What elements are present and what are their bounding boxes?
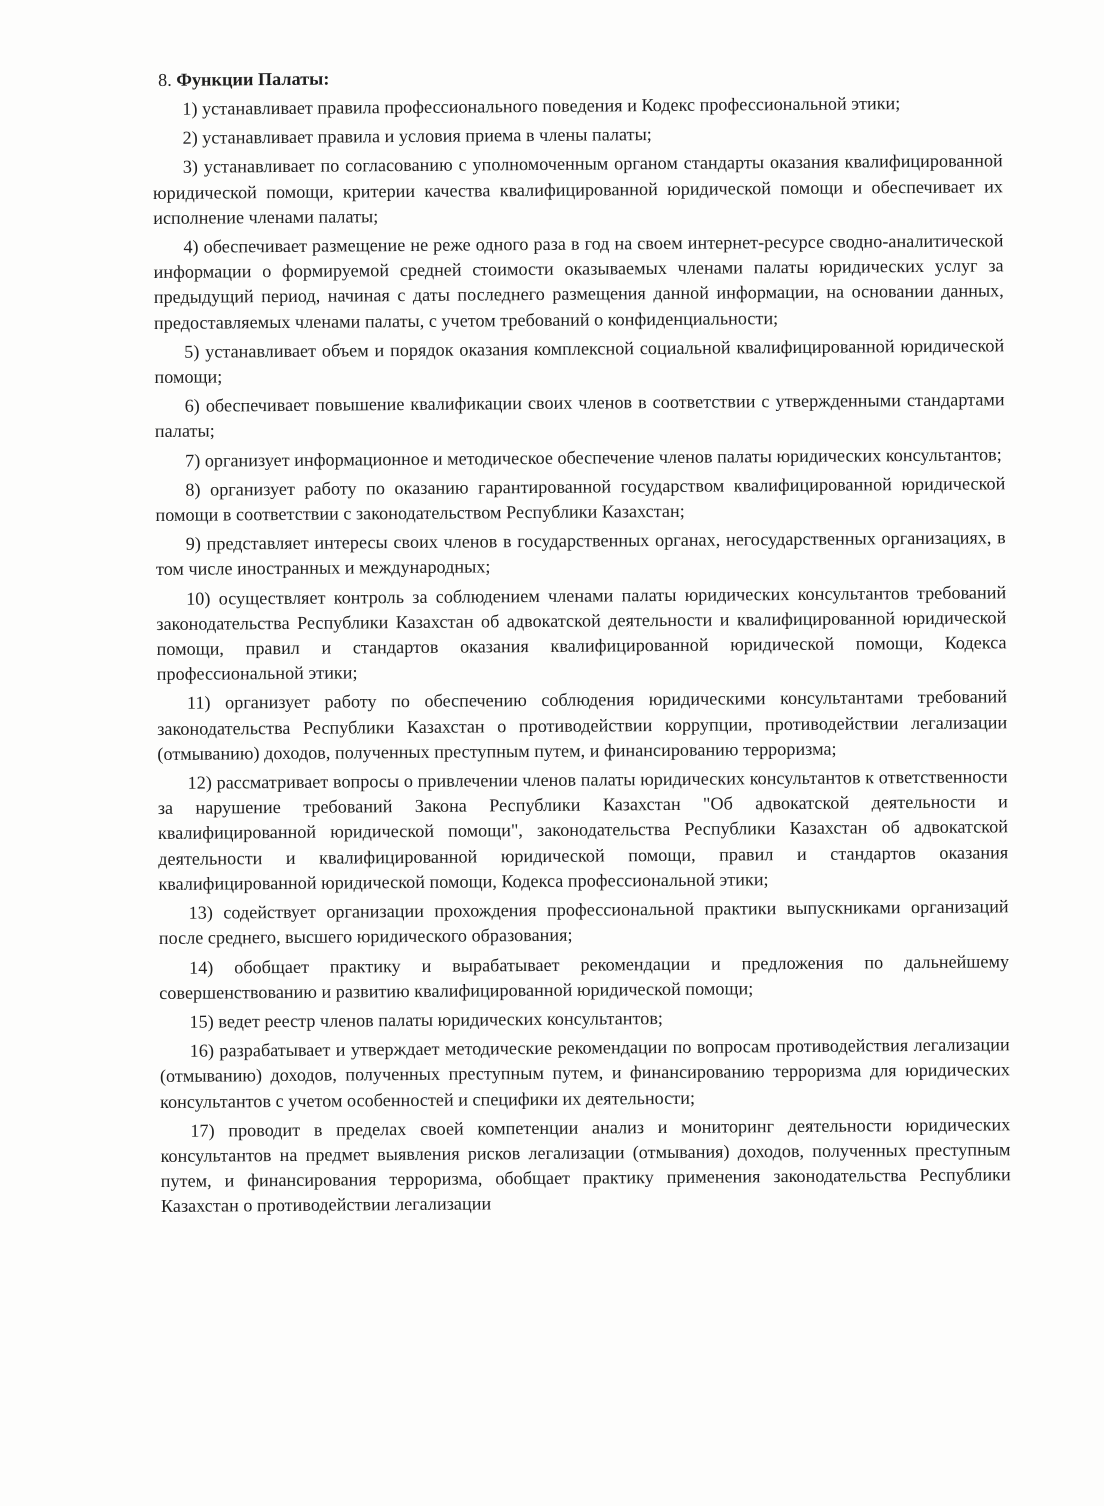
item-number: 13) <box>188 902 213 923</box>
item-text: ведет реестр членов палаты юридических консультантов; <box>218 1007 664 1032</box>
item-text: организует работу по оказанию гарантированной государством квалифицированной юридической помощи в соответствии с законодательством Республики Казахстан; <box>155 473 1006 526</box>
section-number: 8. <box>158 69 172 90</box>
function-item <box>160 1032 1011 1114</box>
function-item <box>158 764 1009 897</box>
function-item <box>159 949 1009 1006</box>
item-text: организует работу по обеспечению соблюдения юридическими консультантами требований законодательства Республики Казахстан о противодействии коррупции, противодействии легализации (отмыванию) доходов, полученных преступным путем, и финансированию терроризма; <box>157 686 1008 764</box>
item-number: 10) <box>186 588 211 609</box>
item-number: 15) <box>189 1011 214 1032</box>
item-text: устанавливает по согласованию с уполномоченным органом стандарты оказания квалифицированной юридической помощи, критерии качества квалифицированной юридической помощи и обеспечивает их исполнение членами палаты; <box>152 150 1004 228</box>
item-number: 17) <box>190 1120 215 1141</box>
document-body <box>152 61 1011 1223</box>
item-number: 6) <box>184 395 200 416</box>
item-number: 4) <box>183 236 199 257</box>
item-text: разрабатывает и утверждает методические рекомендации по вопросам противодействия легализации (отмыванию) доходов, полученных преступным путем, и финансированию терроризма для юридических консультантов с учетом особенностей и специфики их деятельности; <box>159 1034 1010 1112</box>
section-title: Функции Палаты: <box>176 68 330 90</box>
item-number: 7) <box>185 450 201 471</box>
item-text: обеспечивает размещение не реже одного раза в год на своем интернет-ресурсе сводно-аналитической информации о формируемой средней стоимости оказываемых членами палаты юридических услуг за предыдущий период, начиная с даты последнего размещения данной информации, на основании данных, предоставляемых членами палаты, с учетом требований о конфиденциальности; <box>153 230 1004 333</box>
function-list <box>152 90 1011 1219</box>
item-text: организует информационное и методическое обеспечение членов палаты юридических консультантов; <box>204 443 1002 471</box>
item-text: обеспечивает повышение квалификации своих членов в соответствии с утвержденными стандартами палаты; <box>154 389 1005 442</box>
item-number: 11) <box>186 693 211 714</box>
item-number: 14) <box>188 957 214 978</box>
item-text: устанавливает правила профессионального поведения и Кодекс профессиональной этики; <box>201 93 901 119</box>
item-number: 1) <box>182 98 198 119</box>
item-number: 3) <box>182 157 199 178</box>
function-item <box>157 685 1008 767</box>
function-item <box>156 526 1006 583</box>
function-item <box>159 1003 1009 1035</box>
function-item <box>153 228 1004 335</box>
item-text: проводит в пределах своей компетенции анализ и мониторинг деятельности юридических консультантов на предмет выявления рисков легализации (отмывания) доходов, полученных преступным путем, и финансирования терроризма, обобщает практику применения законодательства Республики Казахстан о противодействии легализации <box>160 1114 1011 1217</box>
item-number: 5) <box>184 341 200 362</box>
item-text: содействует организации прохождения профессиональной практики выпускниками организаций после среднего, высшего юридического образования; <box>158 896 1009 949</box>
function-item <box>155 388 1005 445</box>
item-text: устанавливает объем и порядок оказания комплексной социальной квалифицированной юридической помощи; <box>154 335 1005 388</box>
function-item <box>160 1112 1011 1219</box>
item-number: 9) <box>185 533 201 554</box>
item-number: 16) <box>189 1040 215 1061</box>
function-item <box>152 90 1002 122</box>
item-number: 2) <box>182 127 198 148</box>
function-item <box>156 580 1007 687</box>
function-item <box>153 149 1004 231</box>
function-item <box>155 442 1005 474</box>
item-text: устанавливает правила и условия приема в члены палаты; <box>202 124 652 148</box>
item-number: 8) <box>185 479 201 500</box>
item-text: представляет интересы своих членов в государственных органах, негосударственных организациях, в том числе иностранных и международных; <box>155 527 1006 580</box>
section-heading <box>152 61 1002 93</box>
item-number: 12) <box>187 772 212 793</box>
function-item <box>159 894 1009 951</box>
function-item <box>154 333 1004 390</box>
item-text: обобщает практику и вырабатывает рекомендации и предложения по дальнейшему совершенствованию и развитию квалифицированной юридической помощи; <box>159 950 1010 1003</box>
function-item <box>155 471 1005 528</box>
function-item <box>152 120 1002 152</box>
item-text: осуществляет контроль за соблюдением членами палаты юридических консультантов требований законодательства Республики Казахстан об адвокатской деятельности и квалифицированной юридической помощи, правил и стандартов оказания квалифицированной юридической помощи, Кодекса профессиональной этики; <box>156 581 1007 685</box>
item-text: рассматривает вопросы о привлечении членов палаты юридических консультантов к ответственности за нарушение требований Закона Республики Казахстан "Об адвокатской деятельности и квалифицированной юридической помощи", законодательства Республики Казахстан об адвокатской деятельности и квалифицированной юридической помощи, правил и стандартов оказания квалифицированной юридической помощи, Кодекса профессиональной этики; <box>157 766 1009 894</box>
